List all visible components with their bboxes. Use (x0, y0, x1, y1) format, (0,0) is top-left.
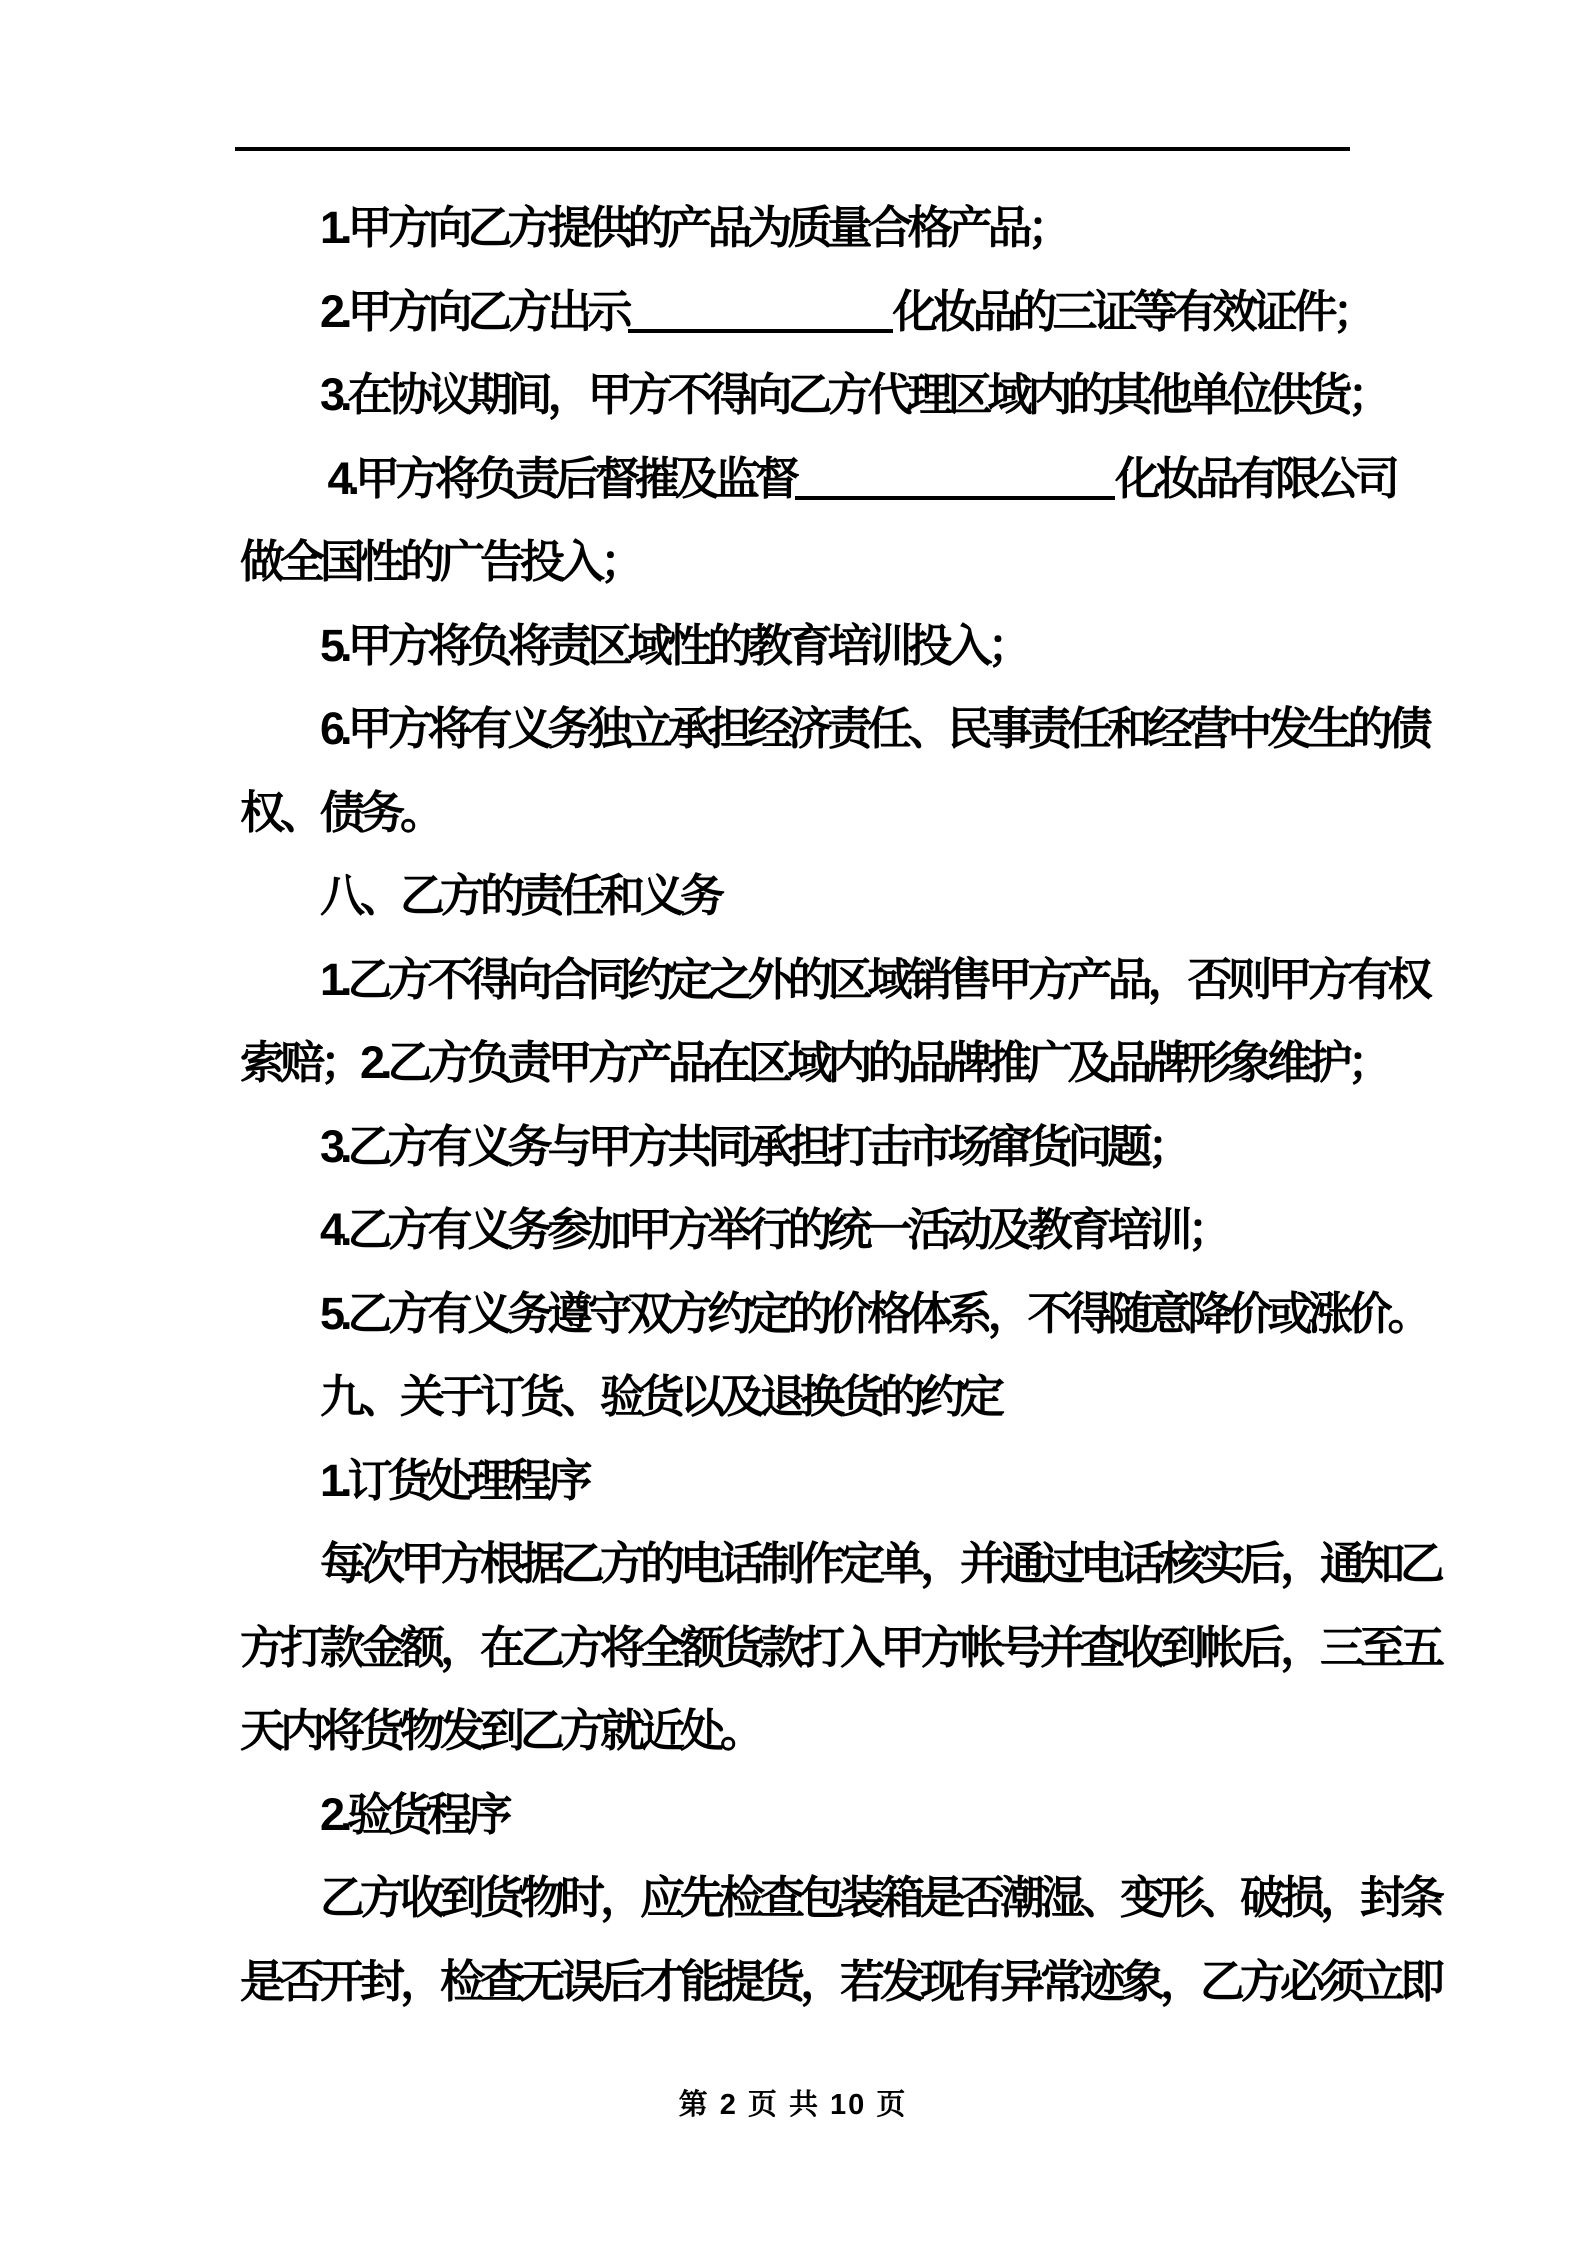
text-segment: 5.甲方将负将责区域性的教育培训投入； (320, 619, 1028, 671)
text-line (240, 1856, 1441, 1940)
text-segment: 做全国性的广告投入； (240, 536, 641, 587)
text-line (240, 854, 1420, 938)
text-segment: 是否开封，检查无误后才能提货，若发现有异常迹象，乙方必须立即 (240, 1955, 1441, 2007)
text-segment: 3.在协议期间，甲方不得向乙方代理区域内的其他单位供货； (320, 369, 1388, 420)
text-line (240, 771, 1420, 855)
text-line (240, 1188, 1420, 1272)
text-line (240, 1940, 1441, 2024)
text-segment: 1.订货处理程序 (320, 1454, 588, 1506)
text-segment: 方打款金额，在乙方将全额货款打入甲方帐号并查收到帐后，三至五 (240, 1621, 1441, 1673)
text-segment: 八、乙方的责任和义务 (320, 870, 721, 921)
text-segment: 乙方收到货物时，应先检查包装箱是否潮湿、变形、破损，封条 (320, 1872, 1441, 1923)
text-line (240, 1773, 1420, 1857)
text-segment: 3.乙方有义务与甲方共同承担打击市场窜货问题； (320, 1120, 1188, 1172)
text-segment: 4.乙方有义务参加甲方举行的统一活动及教育培训； (320, 1204, 1228, 1255)
fill-in-blank (628, 323, 893, 333)
text-segment: 1.甲方向乙方提供的产品为质量合格产品； (320, 202, 1068, 253)
text-line (240, 1272, 1428, 1356)
text-line (240, 687, 1428, 771)
text-line (240, 520, 1420, 604)
text-segment: 6.甲方将有义务独立承担经济责任、民事责任和经营中发生的债 (320, 703, 1428, 754)
text-line (240, 604, 1420, 688)
page-number-label: 第 2 页 共 10 页 (678, 2089, 908, 2121)
text-line (240, 1355, 1420, 1439)
text-line (240, 270, 1420, 354)
text-line (240, 1021, 1420, 1105)
text-segment: 1.乙方不得向合同约定之外的区域销售甲方产品，否则甲方有权 (320, 953, 1428, 1005)
text-segment: 索赔；2.乙方负责甲方产品在区域内的品牌推广及品牌形象维护； (240, 1037, 1388, 1088)
text-line (240, 1606, 1441, 1690)
text-line (240, 437, 1420, 521)
fill-in-blank (795, 490, 1115, 500)
text-segment: 2.验货程序 (320, 1788, 508, 1840)
text-segment: 九、关于订货、验货以及退换货的约定 (320, 1371, 1001, 1422)
text-segment: 化妆品有限公司 (1115, 452, 1396, 504)
text-line (240, 938, 1428, 1022)
text-line (240, 1105, 1420, 1189)
text-line (240, 1689, 1420, 1773)
text-line (240, 1439, 1420, 1523)
text-segment: 4.甲方将负责后督摧及监督 (320, 452, 796, 504)
text-segment: 化妆品的三证等有效证件； (892, 285, 1373, 337)
text-segment: 2.甲方向乙方出示 (320, 285, 628, 337)
header-separator-rule (235, 147, 1350, 151)
text-line (240, 186, 1420, 270)
text-segment: 5.乙方有义务遵守双方约定的价格体系，不得随意降价或涨价。 (320, 1287, 1428, 1339)
text-line (240, 353, 1420, 437)
text-segment: 权、债务。 (240, 786, 441, 838)
text-segment: 每次甲方根据乙方的电话制作定单，并通过电话核实后，通知乙 (320, 1538, 1441, 1589)
text-line (240, 1522, 1441, 1606)
page-footer (0, 2082, 1586, 2123)
document-body (240, 186, 1441, 2023)
text-segment: 天内将货物发到乙方就近处。 (240, 1705, 761, 1756)
